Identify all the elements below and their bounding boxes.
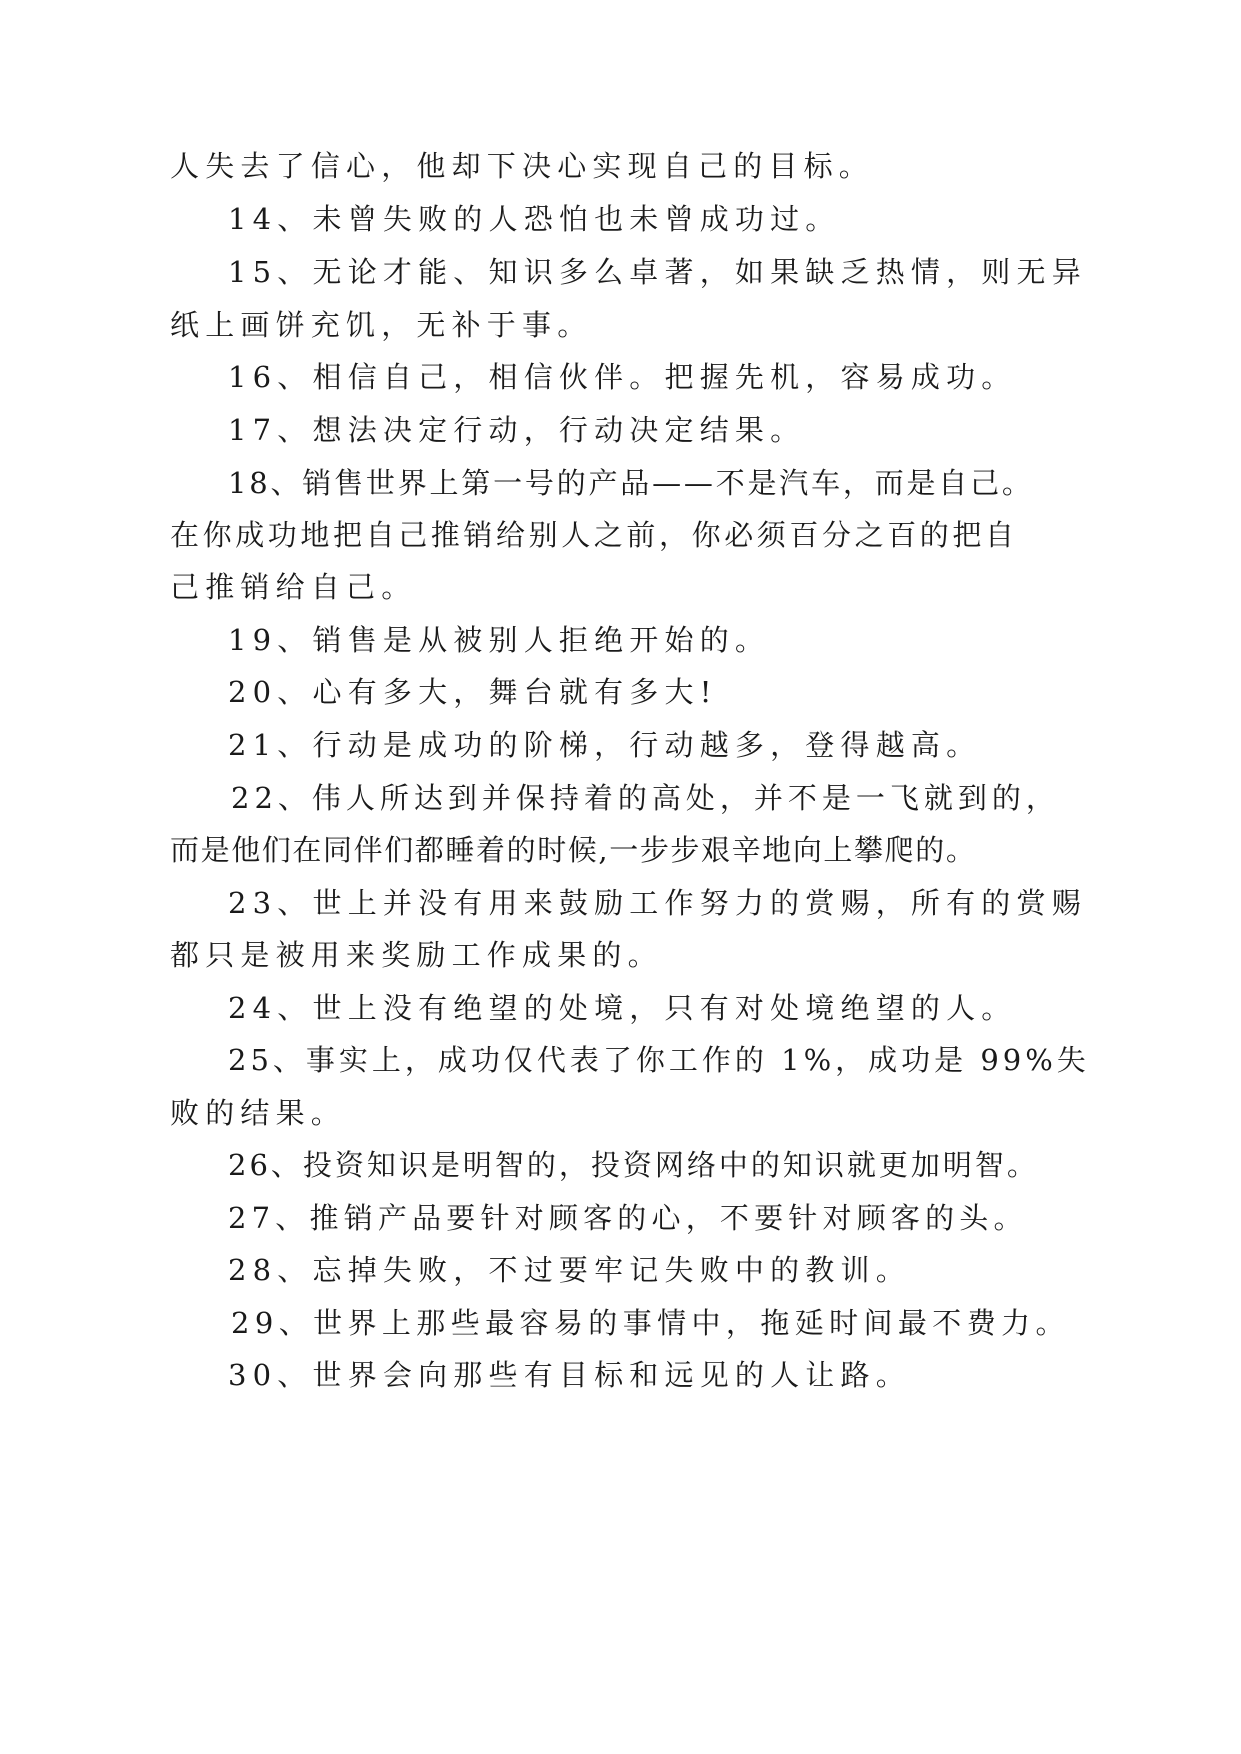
text-line: 24、世上没有绝望的处境，只有对处境绝望的人。 <box>228 991 1017 1025</box>
text-line: 在你成功地把自己推销给别人之前，你必须百分之百的把自 <box>170 518 1018 552</box>
text-line: 22、伟人所达到并保持着的高处，并不是一飞就到的， <box>231 781 1060 815</box>
text-line: 16、相信自己，相信伙伴。把握先机，容易成功。 <box>228 360 1017 394</box>
text-line: 25、事实上，成功仅代表了你工作的 1%，成功是 99%失 <box>228 1043 1090 1077</box>
text-line: 29、世界上那些最容易的事情中，拖延时间最不费力。 <box>231 1306 1070 1340</box>
text-line: 纸上画饼充饥，无补于事。 <box>170 308 593 342</box>
text-line: 27、推销产品要针对顾客的心，不要针对顾客的头。 <box>228 1201 1028 1235</box>
text-line: 14、未曾失败的人恐怕也未曾成功过。 <box>228 202 841 236</box>
text-line: 都只是被用来奖励工作成果的。 <box>170 938 663 972</box>
text-line: 28、忘掉失败，不过要牢记失败中的教训。 <box>228 1253 911 1287</box>
text-line: 15、无论才能、知识多么卓著，如果缺乏热情，则无异 <box>228 255 1087 289</box>
text-line: 21、行动是成功的阶梯，行动越多，登得越高。 <box>228 728 982 762</box>
text-line: 人失去了信心，他却下决心实现自己的目标。 <box>170 149 875 183</box>
text-line: 26、投资知识是明智的，投资网络中的知识就更加明智。 <box>228 1148 1039 1182</box>
text-line: 18、销售世界上第一号的产品——不是汽车，而是自己。 <box>228 466 1034 500</box>
text-line: 17、想法决定行动，行动决定结果。 <box>228 413 806 447</box>
text-line: 而是他们在同伴们都睡着的时候,一步步艰辛地向上攀爬的。 <box>170 833 977 867</box>
text-line: 23、世上并没有用来鼓励工作努力的赏赐，所有的赏赐 <box>228 886 1087 920</box>
text-line: 30、世界会向那些有目标和远见的人让路。 <box>228 1358 911 1392</box>
text-line: 败的结果。 <box>170 1096 347 1130</box>
text-line: 19、销售是从被别人拒绝开始的。 <box>228 623 771 657</box>
text-line: 20、心有多大，舞台就有多大! <box>228 675 718 709</box>
text-line: 己推销给自己。 <box>170 570 417 604</box>
